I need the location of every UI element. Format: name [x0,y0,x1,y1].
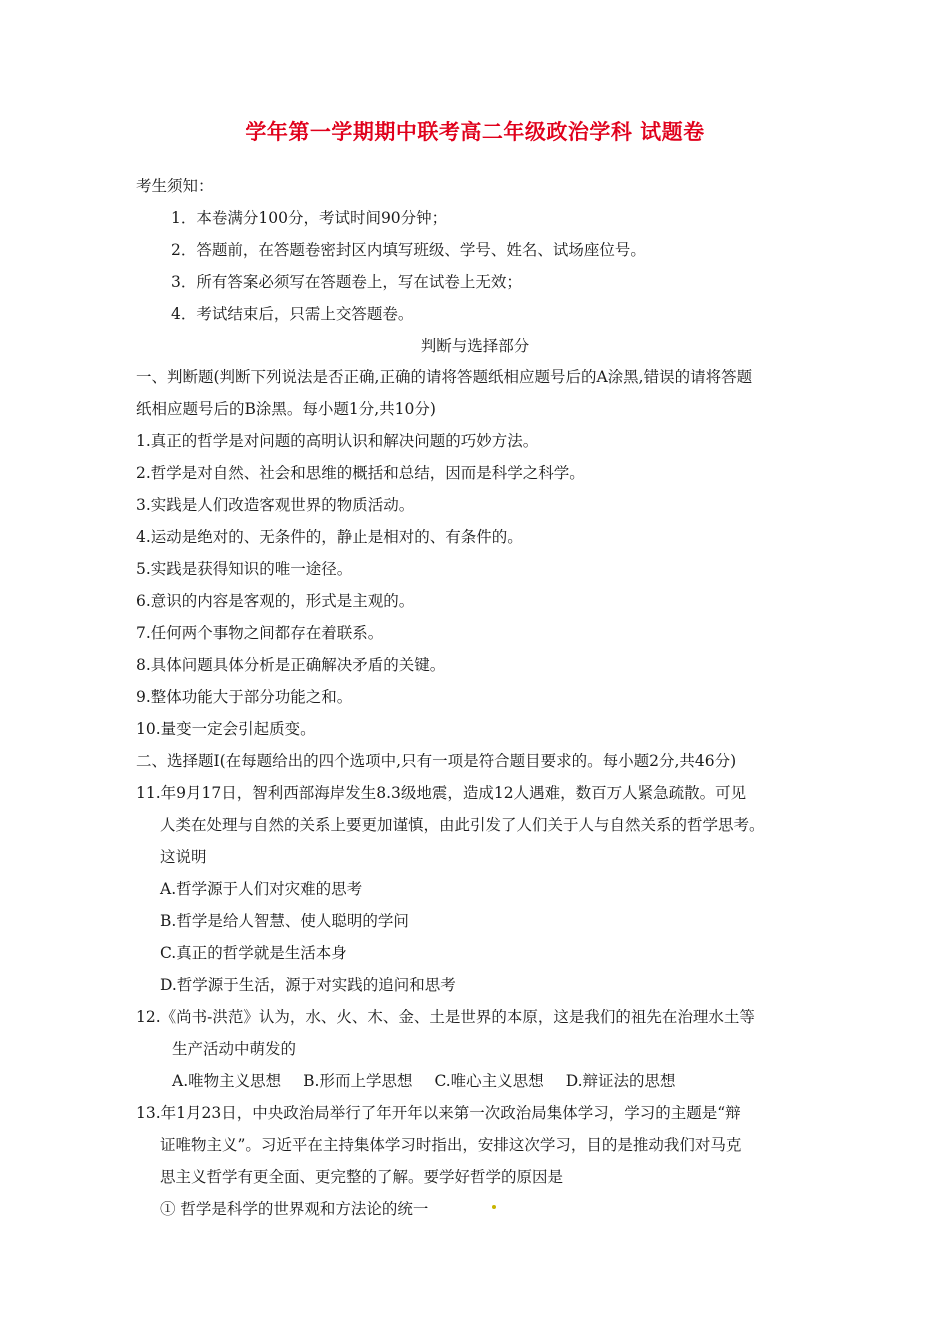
notice-item: 4．考试结束后，只需上交答题卷。 [171,305,414,323]
notice-item: 3．所有答案必须写在答题卷上，写在试卷上无效； [171,273,522,291]
section1-heading: 一、判断题(判断下列说法是否正确,正确的请将答题纸相应题号后的A涂黑,错误的请将答题 [136,368,753,386]
q11-option-b: B.哲学是给人智慧、使人聪明的学问 [160,912,409,930]
q13-stem: 13.年1月23日，中央政治局举行了年开年以来第一次政治局集体学习，学习的主题是“辩 [136,1104,741,1122]
q12-stem: 12.《尚书-洪范》认为，水、火、木、金、土是世界的本原，这是我们的祖先在治理水土等 [136,1008,755,1026]
page-title: 学年第一学期期中联考高二年级政治学科 试题卷 [245,119,705,144]
judgment-item: 5.实践是获得知识的唯一途径。 [136,560,353,578]
judgment-item: 3.实践是人们改造客观世界的物质活动。 [136,496,415,514]
q13-stem-cont: 证唯物主义”。习近平在主持集体学习时指出，安排这次学习，目的是推动我们对马克 [160,1136,742,1154]
q12-options [172,1070,698,1092]
q12-option-c: C.唯心主义思想 [434,1072,544,1090]
q11-option-c: C.真正的哲学就是生活本身 [160,944,347,962]
q12-option-a: A.唯物主义思想 [172,1072,282,1090]
q11-option-d: D.哲学源于生活，源于对实践的追问和思考 [160,976,456,994]
notice-heading: 考生须知： [136,177,214,195]
q11-stem-cont: 人类在处理与自然的关系上要更加谨慎，由此引发了人们关于人与自然关系的哲学思考。 [160,816,765,834]
judgment-item: 4.运动是绝对的、无条件的，静止是相对的、有条件的。 [136,528,523,546]
judgment-item: 2.哲学是对自然、社会和思维的概括和总结，因而是科学之科学。 [136,464,585,482]
judgment-item: 1.真正的哲学是对问题的高明认识和解决问题的巧妙方法。 [136,432,539,450]
judgment-item: 8.具体问题具体分析是正确解决矛盾的关键。 [136,656,446,674]
judgment-item: 10.量变一定会引起质变。 [136,720,316,738]
q12-stem-cont: 生产活动中萌发的 [172,1040,297,1058]
q13-item-1: ① 哲学是科学的世界观和方法论的统一 [160,1200,429,1218]
q13-stem-cont: 思主义哲学有更全面、更完整的了解。要学好哲学的原因是 [160,1168,564,1186]
judgment-item: 7.任何两个事物之间都存在着联系。 [136,624,384,642]
judgment-item: 6.意识的内容是客观的，形式是主观的。 [136,592,415,610]
ink-dot [492,1205,496,1209]
q11-stem: 11.年9月17日，智利西部海岸发生8.3级地震，造成12人遇难，数百万人紧急疏散。可见 [136,784,747,802]
notice-item: 2．答题前，在答题卷密封区内填写班级、学号、姓名、试场座位号。 [171,241,646,259]
q11-option-a: A.哲学源于人们对灾难的思考 [160,880,363,898]
section1-heading-cont: 纸相应题号后的B涂黑。每小题1分,共10分) [136,400,436,418]
q11-stem-cont: 这说明 [160,848,207,866]
section2-heading: 二、选择题Ⅰ(在每题给出的四个选项中,只有一项是符合题目要求的。每小题2分,共46分) [136,752,737,770]
q12-option-b: B.形而上学思想 [303,1072,413,1090]
q12-option-d: D.辩证法的思想 [565,1072,676,1090]
part-title: 判断与选择部分 [420,337,530,355]
judgment-item: 9.整体功能大于部分功能之和。 [136,688,353,706]
notice-item: 1．本卷满分100分，考试时间90分钟； [171,209,448,227]
